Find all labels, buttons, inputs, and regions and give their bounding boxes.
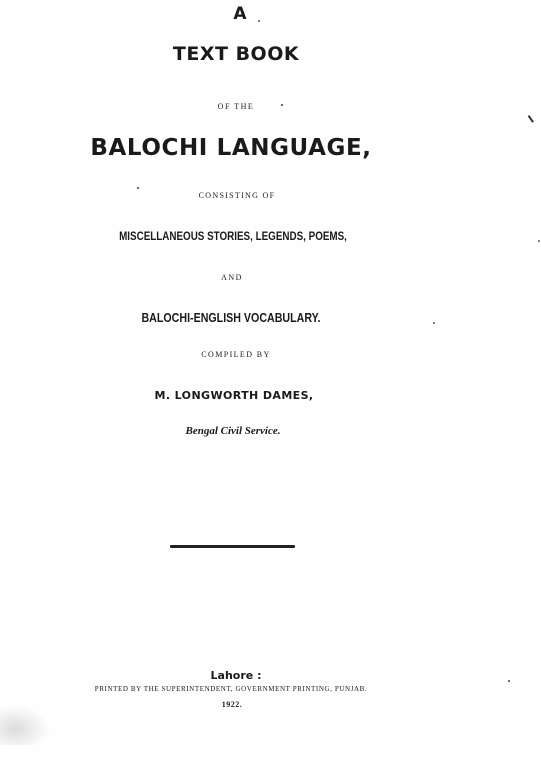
page-edge-mark — [528, 115, 534, 122]
imprint-year: 1922. — [221, 700, 243, 709]
title-heading: TEXT BOOK — [172, 43, 300, 65]
vocabulary-line: BALOCHI-ENGLISH VOCABULARY. — [141, 310, 321, 325]
title-article: A — [233, 4, 247, 24]
author-name: M. LONGWORTH DAMES, — [154, 389, 314, 402]
printed-rule-divider — [170, 545, 295, 548]
corner-smudge — [0, 705, 50, 745]
compiled-by-label: COMPILED BY — [201, 350, 271, 359]
ink-speck — [258, 20, 260, 22]
consisting-of-label: CONSISTING OF — [198, 191, 276, 200]
ink-speck — [538, 240, 540, 242]
ink-speck — [281, 104, 283, 106]
ink-speck — [433, 322, 435, 324]
and-label: AND — [221, 273, 243, 282]
title-of-the: OF THE — [217, 102, 255, 111]
main-title: BALOCHI LANGUAGE, — [90, 135, 372, 161]
ink-speck — [508, 680, 510, 682]
ink-speck — [137, 187, 139, 189]
author-service: Bengal Civil Service. — [185, 425, 281, 437]
imprint-place: Lahore : — [210, 669, 262, 682]
imprint-printer: PRINTED BY THE SUPERINTENDENT, GOVERNMENT PRINTING, PUNJAB. — [94, 685, 368, 693]
contents-line: MISCELLANEOUS STORIES, LEGENDS, POEMS, — [119, 229, 347, 243]
